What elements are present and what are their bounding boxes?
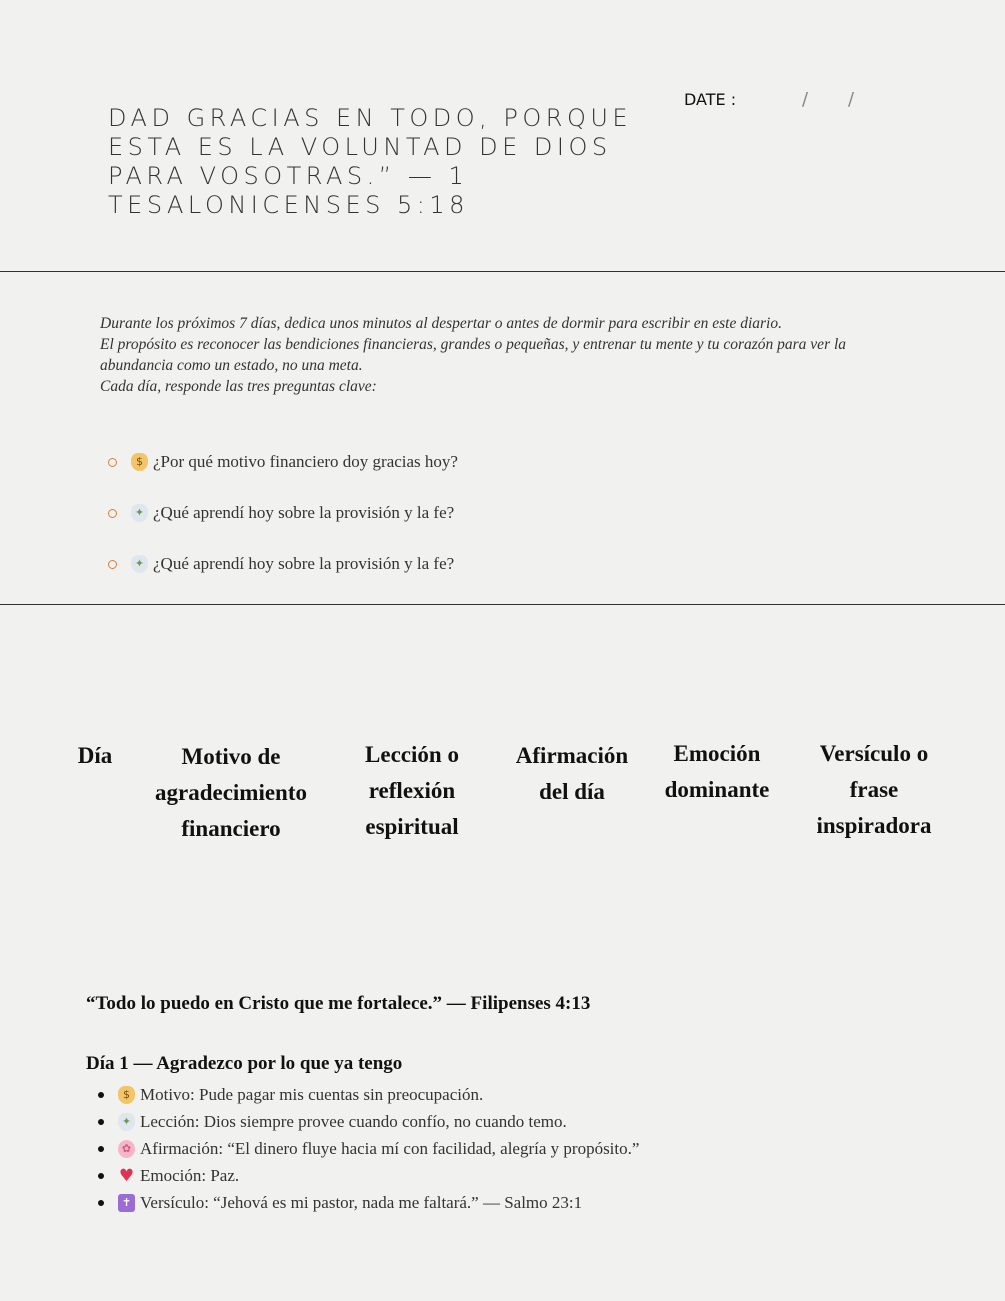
date-separator: / (848, 89, 855, 110)
page-title: DAD GRACIAS EN TODO, PORQUE ESTA ES LA VOLUNTAD DE DIOS PARA VOSOTRAS.” — 1 TESALONICENSES 5:18 (108, 104, 633, 219)
heart-icon: ♥ (118, 1165, 135, 1186)
list-item (98, 1081, 639, 1108)
item-text: Afirmación: “El dinero fluye hacia mí con facilidad, alegría y propósito.” (140, 1138, 640, 1158)
money-bag-icon: $ (131, 453, 148, 471)
question-item (108, 503, 454, 523)
dove-icon: ✦ (118, 1113, 135, 1131)
date-separator: / (802, 89, 809, 110)
bullet-icon (98, 1200, 104, 1206)
dove-icon: ✦ (131, 555, 148, 573)
question-text: ¿Por qué motivo financiero doy gracias hoy? (153, 452, 458, 471)
list-item (98, 1135, 639, 1162)
table-header-motivo: Motivo de agradecimiento financiero (154, 744, 307, 841)
bullet-icon (98, 1173, 104, 1179)
table-header-emocion: Emoción dominante (664, 741, 770, 802)
table-header-leccion: Lección o reflexión espiritual (365, 742, 459, 839)
question-text: ¿Qué aprendí hoy sobre la provisión y la fe? (153, 503, 455, 522)
table-header-dia: Día (77, 743, 113, 768)
intro-line: Durante los próximos 7 días, dedica unos minutos al despertar o antes de dormir para escribir en este diario. (100, 315, 782, 332)
circle-bullet-icon (108, 560, 117, 569)
cross-icon: ✝ (118, 1194, 135, 1212)
date-label: DATE : (684, 90, 737, 109)
question-item (108, 554, 454, 574)
blossom-icon: ✿ (118, 1140, 135, 1158)
day-heading: Día 1 — Agradezco por lo que ya tengo (86, 1053, 403, 1074)
bullet-icon (98, 1119, 104, 1125)
item-text: Motivo: Pude pagar mis cuentas sin preocupación. (140, 1084, 484, 1104)
divider (0, 604, 1005, 605)
intro-paragraph (100, 313, 890, 397)
list-item (98, 1189, 639, 1216)
day-items-list (98, 1081, 639, 1216)
item-text: Lección: Dios siempre provee cuando confío, no cuando temo. (140, 1111, 567, 1131)
item-text: Emoción: Paz. (140, 1165, 240, 1185)
circle-bullet-icon (108, 458, 117, 467)
question-text: ¿Qué aprendí hoy sobre la provisión y la fe? (153, 554, 455, 573)
intro-line: El propósito es reconocer las bendiciones financieras, grandes o pequeñas, y entrenar tu mente y tu corazón para ver la abundancia como un estado, no una meta. (100, 336, 847, 374)
item-text: Versículo: “Jehová es mi pastor, nada me faltará.” — Salmo 23:1 (140, 1192, 583, 1212)
divider (0, 271, 1005, 272)
question-item (108, 452, 458, 472)
list-item (98, 1162, 639, 1189)
table-header-versiculo: Versículo o frase inspiradora (816, 741, 932, 838)
money-bag-icon: $ (118, 1086, 135, 1104)
featured-quote: “Todo lo puedo en Cristo que me fortalece.” — Filipenses 4:13 (86, 993, 591, 1014)
dove-icon: ✦ (131, 504, 148, 522)
list-item (98, 1108, 639, 1135)
circle-bullet-icon (108, 509, 117, 518)
intro-line: Cada día, responde las tres preguntas clave: (100, 378, 377, 395)
bullet-icon (98, 1092, 104, 1098)
bullet-icon (98, 1146, 104, 1152)
table-header-afirmacion: Afirmación del día (515, 743, 629, 804)
